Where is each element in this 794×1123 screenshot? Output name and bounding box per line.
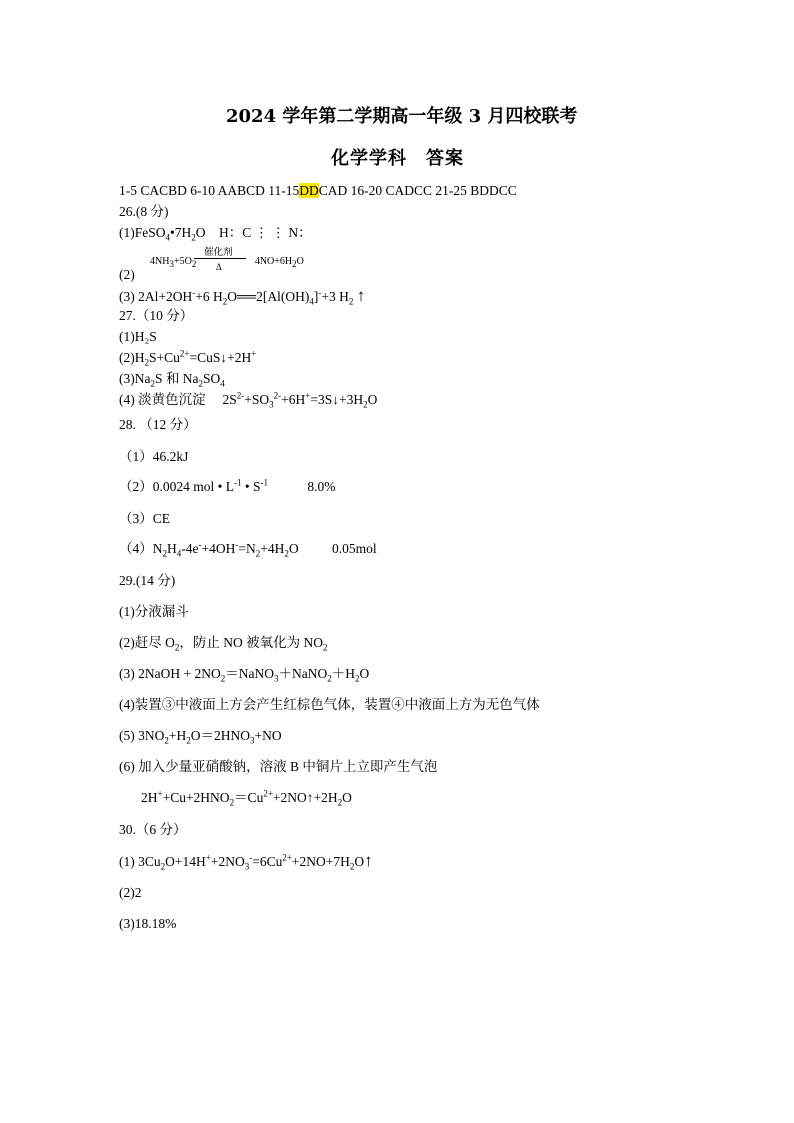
q28-answer-1: （1）46.2kJ xyxy=(119,449,189,464)
q26-answer-2-label: (2) xyxy=(119,267,135,282)
q28-answer-3: （3）CE xyxy=(119,511,171,526)
q28-answer-4: $(4)N_2H_4-4e^-+4OH^-=N_2+4H_2O$ 0.05mol xyxy=(119,539,377,559)
q29-answer-3: (3) 2NaOH + $2NO_2=NaNO_3+NaNO_2+H_2O$ xyxy=(119,666,370,684)
q29-answer-6-equation: $2H^++Cu+2HNO_2=Cu^{2+}+2NO↑+2H_2O$ xyxy=(141,788,352,808)
q26-answer-2-equation: 催化剂 $4NH_3+5O_2$ Δ $4NO+6H_2O$ xyxy=(150,248,304,272)
page-title: 2024 学年第二学期高一年级 3 月四校联考 xyxy=(226,106,578,127)
highlighted-answer: DD xyxy=(299,183,319,198)
page-subtitle: 化学学科 答案 xyxy=(331,148,464,169)
q29-answer-2: (2)赶尽 $O_2$，防止 NO 被氧化为 $NO_2$ xyxy=(119,635,328,653)
q27-answer-2: $(2)H_2S+Cu^{2+}=CuS↓+2H^+$ xyxy=(119,348,257,368)
gas-arrow-icon: ↑ xyxy=(356,286,366,305)
q28-heading: 28. （12 分） xyxy=(119,417,197,432)
q27-heading: 27.（10 分） xyxy=(119,308,194,323)
q26-heading: 26.(8 分) xyxy=(119,204,169,219)
q29-answer-1: (1)分液漏斗 xyxy=(119,604,189,619)
gas-arrow-icon: ↑ xyxy=(364,851,373,870)
q30-answer-2: (2)2 xyxy=(119,885,142,900)
q30-heading: 30.（6 分） xyxy=(119,822,187,837)
q30-answer-3: (3)18.18% xyxy=(119,916,177,931)
choice-answers: 1-5 CACBD 6-10 AABCD 11-15DDCAD 16-20 CADCC 21-25 BDDCC xyxy=(119,183,517,198)
q29-answer-6: (6) 加入少量亚硝酸钠，溶液 B 中铜片上立即产生气泡 xyxy=(119,759,438,774)
q30-answer-1: (1) $3Cu_2O+14H^++2NO_3^-=6Cu^{2+}+2NO+7H_2O↑$ xyxy=(119,851,373,872)
q26-answer-3: (3) 2Al+2OH-+6 $H_2O══2[Al(OH)_4]^-+3$ $H_2$ ↑ xyxy=(119,286,366,307)
q29-answer-5: (5) $3NO_2+H_2O=2HNO_3+NO$ xyxy=(119,728,282,746)
q27-answer-3: $(3)Na_2S$ 和 $Na_2SO_4$ xyxy=(119,371,225,389)
q27-answer-1: (1)H₂S xyxy=(119,329,157,344)
q26-answer-1: $(1)FeSO_4•7H_2O$ H：C ⋮ ⋮ N： xyxy=(119,225,312,243)
q28-answer-2: （2）0.0024 mol • $L^{-1}$ • $S^{-1}$ 8.0% xyxy=(119,477,336,494)
q27-answer-4: (4) 淡黄色沉淀 $2S^{2-}+SO_3^{2-}+6H^+=3S↓+3H_2O$ xyxy=(119,390,378,410)
q29-heading: 29.(14 分) xyxy=(119,573,176,588)
q29-answer-4: (4)装置③中液面上方会产生红棕色气体，装置④中液面上方为无色气体 xyxy=(119,697,540,712)
